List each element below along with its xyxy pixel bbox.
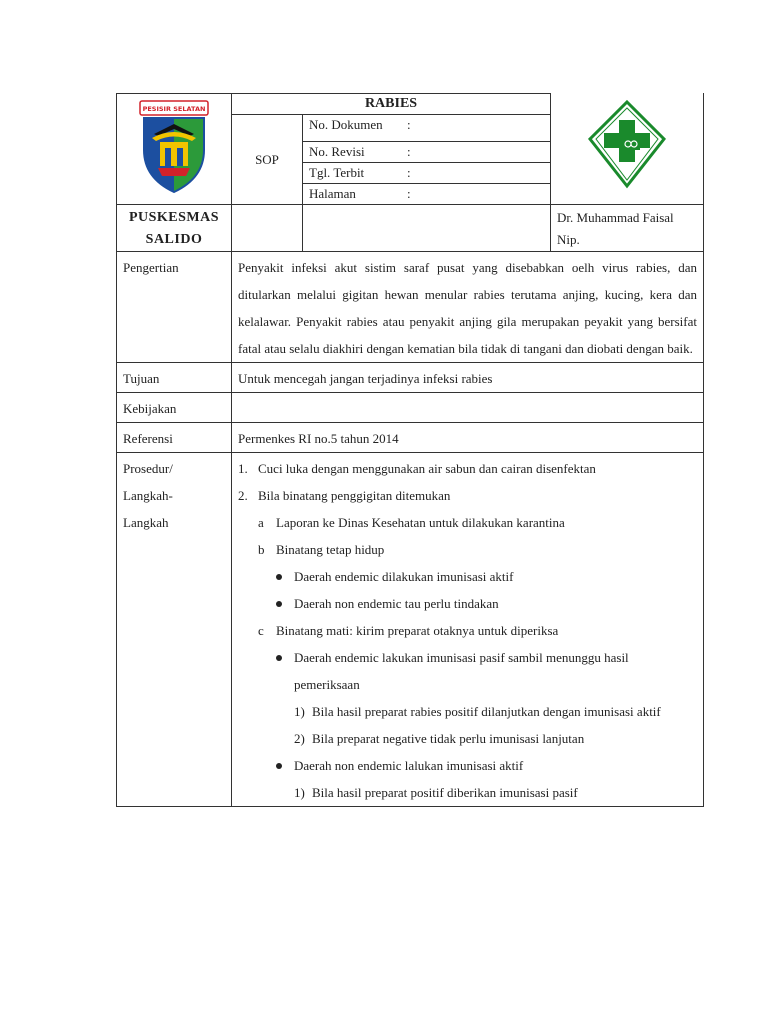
step-2c-bullet-2-sub-1: 1) Bila hasil preparat positif diberikan imunisasi pasif: [294, 785, 578, 800]
meta-tgl-terbit: Tgl. Terbit :: [303, 163, 551, 184]
step-2b: b Binatang tetap hidup: [258, 542, 385, 557]
tujuan-label: Tujuan: [117, 363, 232, 393]
step-2c-bullet-1-sub-1: 1) Bila hasil preparat rabies positif dilanjutkan dengan imunisasi aktif: [294, 704, 661, 719]
prosedur-label: Prosedur/ Langkah- Langkah: [117, 453, 232, 807]
bullet-icon: [276, 574, 282, 580]
pesisir-selatan-emblem-icon: [136, 98, 212, 194]
empty-cell: [232, 205, 303, 252]
step-2c-bullet-2: Daerah non endemic lalukan imunisasi aktif: [238, 752, 697, 779]
kebijakan-text: [232, 393, 704, 423]
sop-title: RABIES: [232, 94, 551, 115]
pengertian-text: Penyakit infeksi akut sistim saraf pusat yang disebabkan oelh virus rabies, dan ditularkan melalui gigitan hewan menular rabies terutama anjing, kucing, kera dan kelalawar. Penyakit rabies atau penyakit anjing gila merupakan peyakit yang bersifat fatal atau selalu diakhiri dengan kematian bila tidak di tangani dan diobati dengan baik.: [232, 252, 704, 363]
step-2c: c Binatang mati: kirim preparat otaknya untuk diperiksa: [258, 623, 559, 638]
pengertian-label: Pengertian: [117, 252, 232, 363]
step-2b-bullet-2: Daerah non endemic tau perlu tindakan: [238, 590, 697, 617]
bullet-icon: [276, 763, 282, 769]
referensi-label: Referensi: [117, 423, 232, 453]
sop-label: SOP: [232, 115, 303, 205]
empty-cell: [303, 205, 551, 252]
meta-no-revisi: No. Revisi :: [303, 142, 551, 163]
organization-name: PUSKESMAS SALIDO: [117, 205, 232, 252]
regency-logo-cell: [117, 94, 232, 205]
procedure-steps: [232, 453, 704, 807]
health-logo-cell: [551, 94, 704, 205]
kebijakan-label: Kebijakan: [117, 393, 232, 423]
tujuan-text: Untuk mencegah jangan terjadinya infeksi rabies: [232, 363, 704, 393]
bullet-icon: [276, 601, 282, 607]
step-1: 1. Cuci luka dengan menggunakan air sabun dan cairan disenfektan: [238, 461, 596, 476]
bullet-icon: [276, 655, 282, 661]
step-2a: a Laporan ke Dinas Kesehatan untuk dilakukan karantina: [258, 515, 565, 530]
referensi-text: Permenkes RI no.5 tahun 2014: [232, 423, 704, 453]
step-2: 2. Bila binatang penggigitan ditemukan: [238, 488, 451, 503]
meta-no-dokumen: No. Dokumen :: [303, 115, 551, 142]
meta-halaman: Halaman :: [303, 184, 551, 205]
step-2c-bullet-1-sub-2: 2) Bila preparat negative tidak perlu imunisasi lanjutan: [294, 731, 585, 746]
step-2b-bullet-1: Daerah endemic dilakukan imunisasi aktif: [238, 563, 697, 590]
signature-block: Dr. Muhammad Faisal Nip.: [551, 205, 704, 252]
step-2c-bullet-1: Daerah endemic lakukan imunisasi pasif sambil menunggu hasil pemeriksaan: [238, 644, 697, 698]
puskesmas-logo-icon: [586, 98, 668, 194]
sop-table: [116, 93, 704, 807]
emblem-banner-text: PESISIR SELATAN: [142, 105, 206, 113]
sop-document: [116, 93, 703, 839]
